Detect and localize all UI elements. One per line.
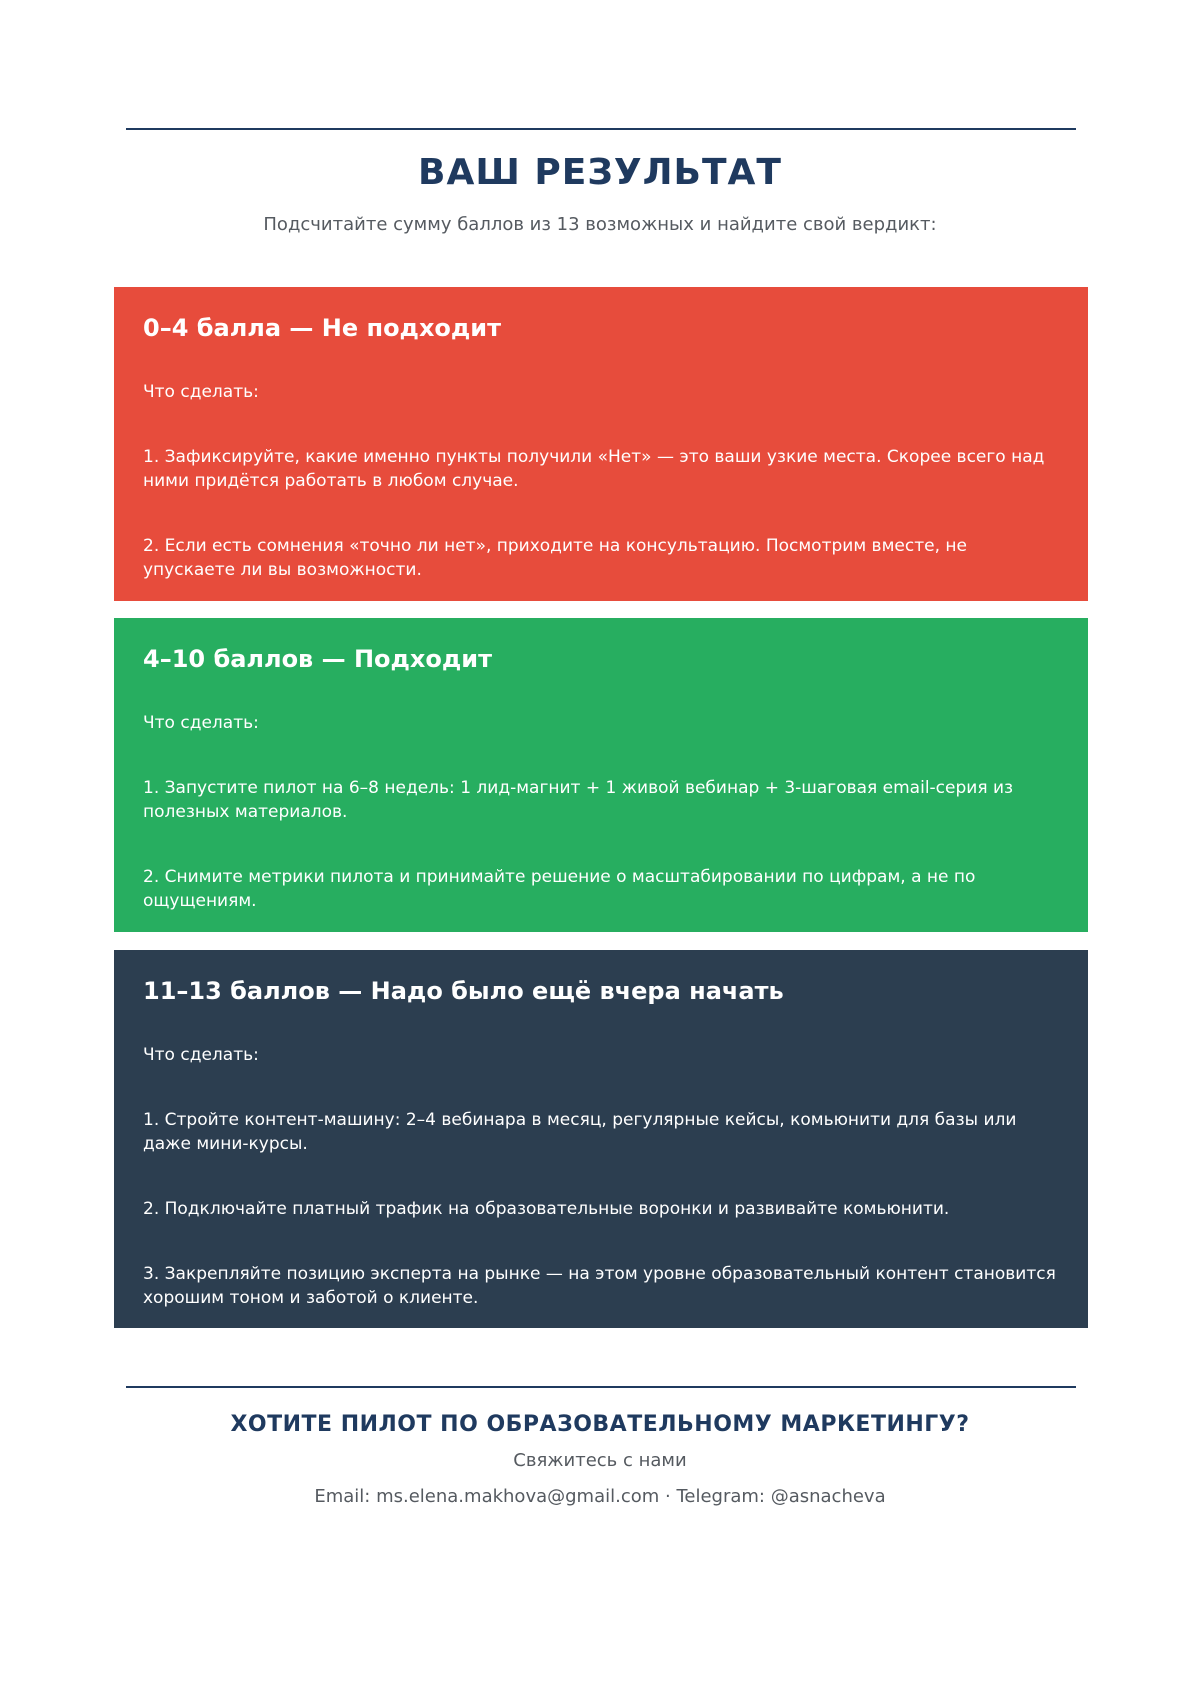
cta-contacts: Email: ms.elena.makhova@gmail.com · Telegram: @asnacheva <box>314 1486 886 1507</box>
result-card-medium <box>114 618 1088 932</box>
result-card-subheading: Что сделать: <box>143 1045 259 1065</box>
result-card-low <box>114 287 1088 601</box>
result-card-item: 1. Зафиксируйте, какие именно пункты получили «Нет» — это ваши узкие места. Скорее всего над ними придётся работать в любом случае. <box>143 447 1045 491</box>
result-card-item: 1. Стройте контент-машину: 2–4 вебинара в месяц, регулярные кейсы, комьюнити для базы или даже мини-курсы. <box>143 1110 1017 1154</box>
result-card-high <box>114 950 1088 1328</box>
cta-subtitle: Свяжитесь с нами <box>513 1450 687 1471</box>
result-card-heading: 0–4 балла — Не подходит <box>143 314 502 342</box>
result-card-item: 1. Запустите пилот на 6–8 недель: 1 лид-магнит + 1 живой вебинар + 3-шаговая email-серия из полезных материалов. <box>143 778 1014 822</box>
page-title: ВАШ РЕЗУЛЬТАТ <box>418 152 782 193</box>
result-card-item: 2. Снимите метрики пилота и принимайте решение о масштабировании по цифрам, а не по ощущениям. <box>143 867 976 911</box>
result-card-subheading: Что сделать: <box>143 713 259 733</box>
top-divider <box>126 128 1076 130</box>
cta-title: ХОТИТЕ ПИЛОТ ПО ОБРАЗОВАТЕЛЬНОМУ МАРКЕТИНГУ? <box>230 1412 970 1437</box>
bottom-divider <box>126 1386 1076 1388</box>
result-card-item: 2. Подключайте платный трафик на образовательные воронки и развивайте комьюнити. <box>143 1199 950 1219</box>
result-card-heading: 11–13 баллов — Надо было ещё вчера начать <box>143 977 784 1005</box>
page-subtitle: Подсчитайте сумму баллов из 13 возможных и найдите свой вердикт: <box>263 214 937 235</box>
result-card-subheading: Что сделать: <box>143 382 259 402</box>
result-card-item: 3. Закрепляйте позицию эксперта на рынке — на этом уровне образовательный контент становится хорошим тоном и заботой о клиенте. <box>143 1264 1056 1308</box>
result-card-heading: 4–10 баллов — Подходит <box>143 645 492 673</box>
result-card-item: 2. Если есть сомнения «точно ли нет», приходите на консультацию. Посмотрим вместе, не упускаете ли вы возможности. <box>143 536 967 580</box>
